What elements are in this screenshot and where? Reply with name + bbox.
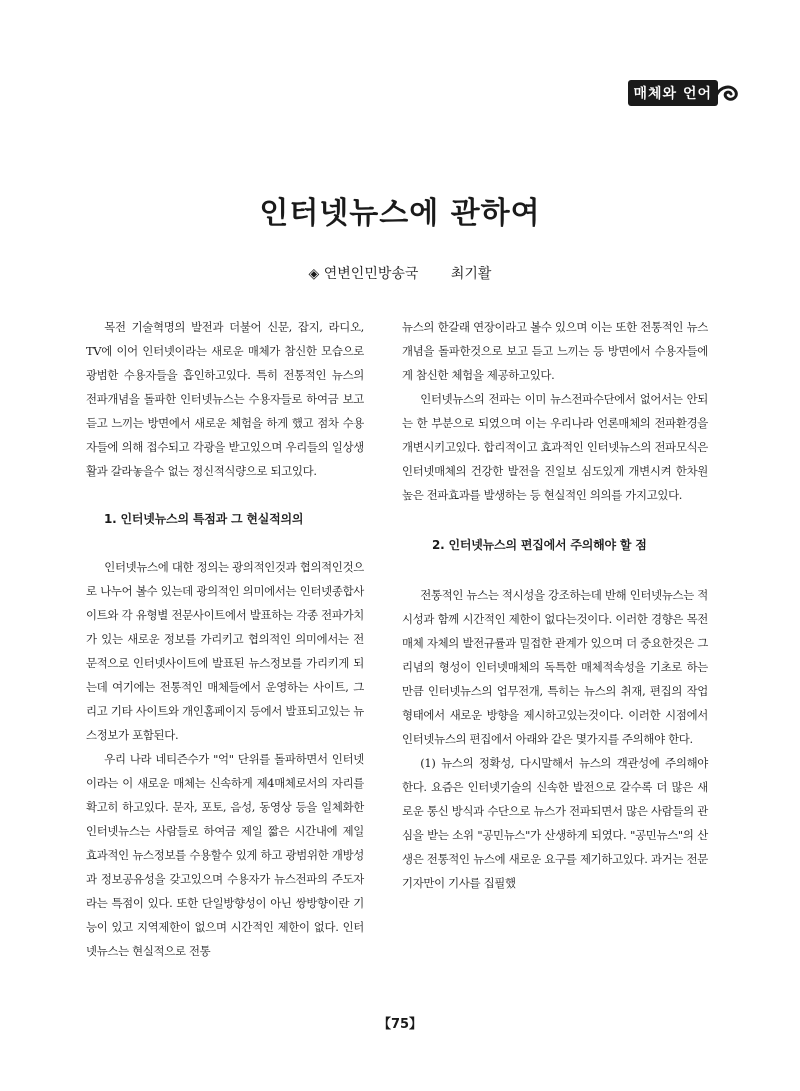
paragraph: 인터넷뉴스에 대한 정의는 광의적인것과 협의적인것으로 나누어 볼수 있는데 광의적인 의미에서는 인터넷종합사이트와 각 유형별 전문사이트에서 발표하는 각종 전파가치가 있는 새로운 정보를 가리키고 협의적인 의미에서는 전문적으로 인터넷사이트에 발표된 뉴스정보를 가리키게 되는데 여기에는 전통적인 매체들에서 운영하는 사이트, 그리고 기타 사이트와 개인홈페이지 등에서 발표되고있는 뉴스정보가 포함된다. — [86, 560, 364, 742]
magazine-section-logo — [628, 80, 741, 106]
left-column — [86, 315, 364, 963]
page-number: 【75】 — [377, 1017, 423, 1032]
paragraph: (1) 뉴스의 정확성, 다시말해서 뉴스의 객관성에 주의해야 한다. 요즘은 인터넷기술의 신속한 발전으로 갈수록 더 많은 새로운 통신 방식과 수단으로 뉴스가 전파되면서 많은 사람들의 관심을 받는 소위 "공민뉴스"가 산생하게 되였다. "공민뉴스"의 산생은 전통적인 뉴스에 새로운 요구를 제기하고있다. 과거는 전문기자만이 기사를 집필했 — [402, 756, 708, 890]
section-heading: 2. 인터넷뉴스의 편집에서 주의해야 할 점 — [432, 538, 647, 552]
author-name: 최기활 — [450, 266, 492, 282]
paragraph: 인터넷뉴스의 전파는 이미 뉴스전파수단에서 없어서는 안되는 한 부분으로 되였으며 이는 우리나라 언론매체의 전파환경을 개변시키고있다. 합리적이고 효과적인 인터넷뉴스의 전파모식은 인터넷매체의 건강한 발전을 진일보 심도있게 개변시켜 한차원 높은 전파효과를 발생하는 등 현실적인 의의를 가지고있다. — [402, 392, 708, 502]
section-heading: 1. 인터넷뉴스의 특점과 그 현실적의의 — [104, 512, 304, 526]
paragraph: 우리 나라 네티즌수가 "억" 단위를 돌파하면서 인터넷이라는 이 새로운 매체는 신속하게 제4매체로서의 자리를 확고히 하고있다. 문자, 포토, 음성, 동영상 등을 일체화한 인터넷뉴스는 사람들로 하여금 제일 짧은 시간내에 제일 효과적인 뉴스정보를 수용할수 있게 하고 광범위한 개방성과 정보공유성을 갖고있으며 수용자가 뉴스전파의 주도자라는 특점이 있다. 또한 단일방향성이 아닌 쌍방향이란 기능이 있고 지역제한이 없으며 시간적인 제한이 없다. 인터넷뉴스는 현실적으로 전통 — [86, 752, 364, 958]
article-title: 인터넷뉴스에 관하여 — [259, 196, 541, 231]
paragraph: 목전 기술혁명의 발전과 더불어 신문, 잡지, 라디오, TV에 이어 인터넷이라는 새로운 매체가 참신한 모습으로 광범한 수용자들을 흡인하고있다. 특히 전통적인 뉴스의 전파개념을 돌파한 인터넷뉴스는 수용자들로 하여금 보고 듣고 느끼는 방면에서 새로운 체험을 하게 했고 점차 수용자들에 의해 접수되고 각광을 받고있으며 우리들의 일상생활과 갈라놓을수 없는 정신적식량으로 되고있다. — [86, 320, 364, 478]
author-affiliation: ◈ 연변인민방송국 — [308, 266, 419, 282]
paragraph: 뉴스의 한갈래 연장이라고 볼수 있으며 이는 또한 전통적인 뉴스개념을 돌파한것으로 보고 듣고 느끼는 등 방면에서 수용자들에게 참신한 체험을 제공하고있다. — [402, 320, 708, 382]
swirl-icon — [714, 82, 740, 104]
logo-text: 매체와 언어 — [628, 80, 719, 106]
paragraph: 전통적인 뉴스는 적시성을 강조하는데 반해 인터넷뉴스는 적시성과 함께 시간적인 제한이 없다는것이다. 이러한 경향은 목전 매체 자체의 발전규률과 밀접한 관계가 있으며 더 중요한것은 그 리념의 형성이 인터넷매체의 독특한 매체적속성을 기초로 하는만큼 인터넷뉴스의 업무전개, 특히는 뉴스의 취재, 편집의 작업형태에서 새로운 방향을 제시하고있는것이다. 이러한 시점에서 인터넷뉴스의 편집에서 아래와 같은 몇가지를 주의해야 한다. — [402, 588, 708, 746]
right-column — [402, 315, 708, 895]
byline — [0, 263, 800, 283]
